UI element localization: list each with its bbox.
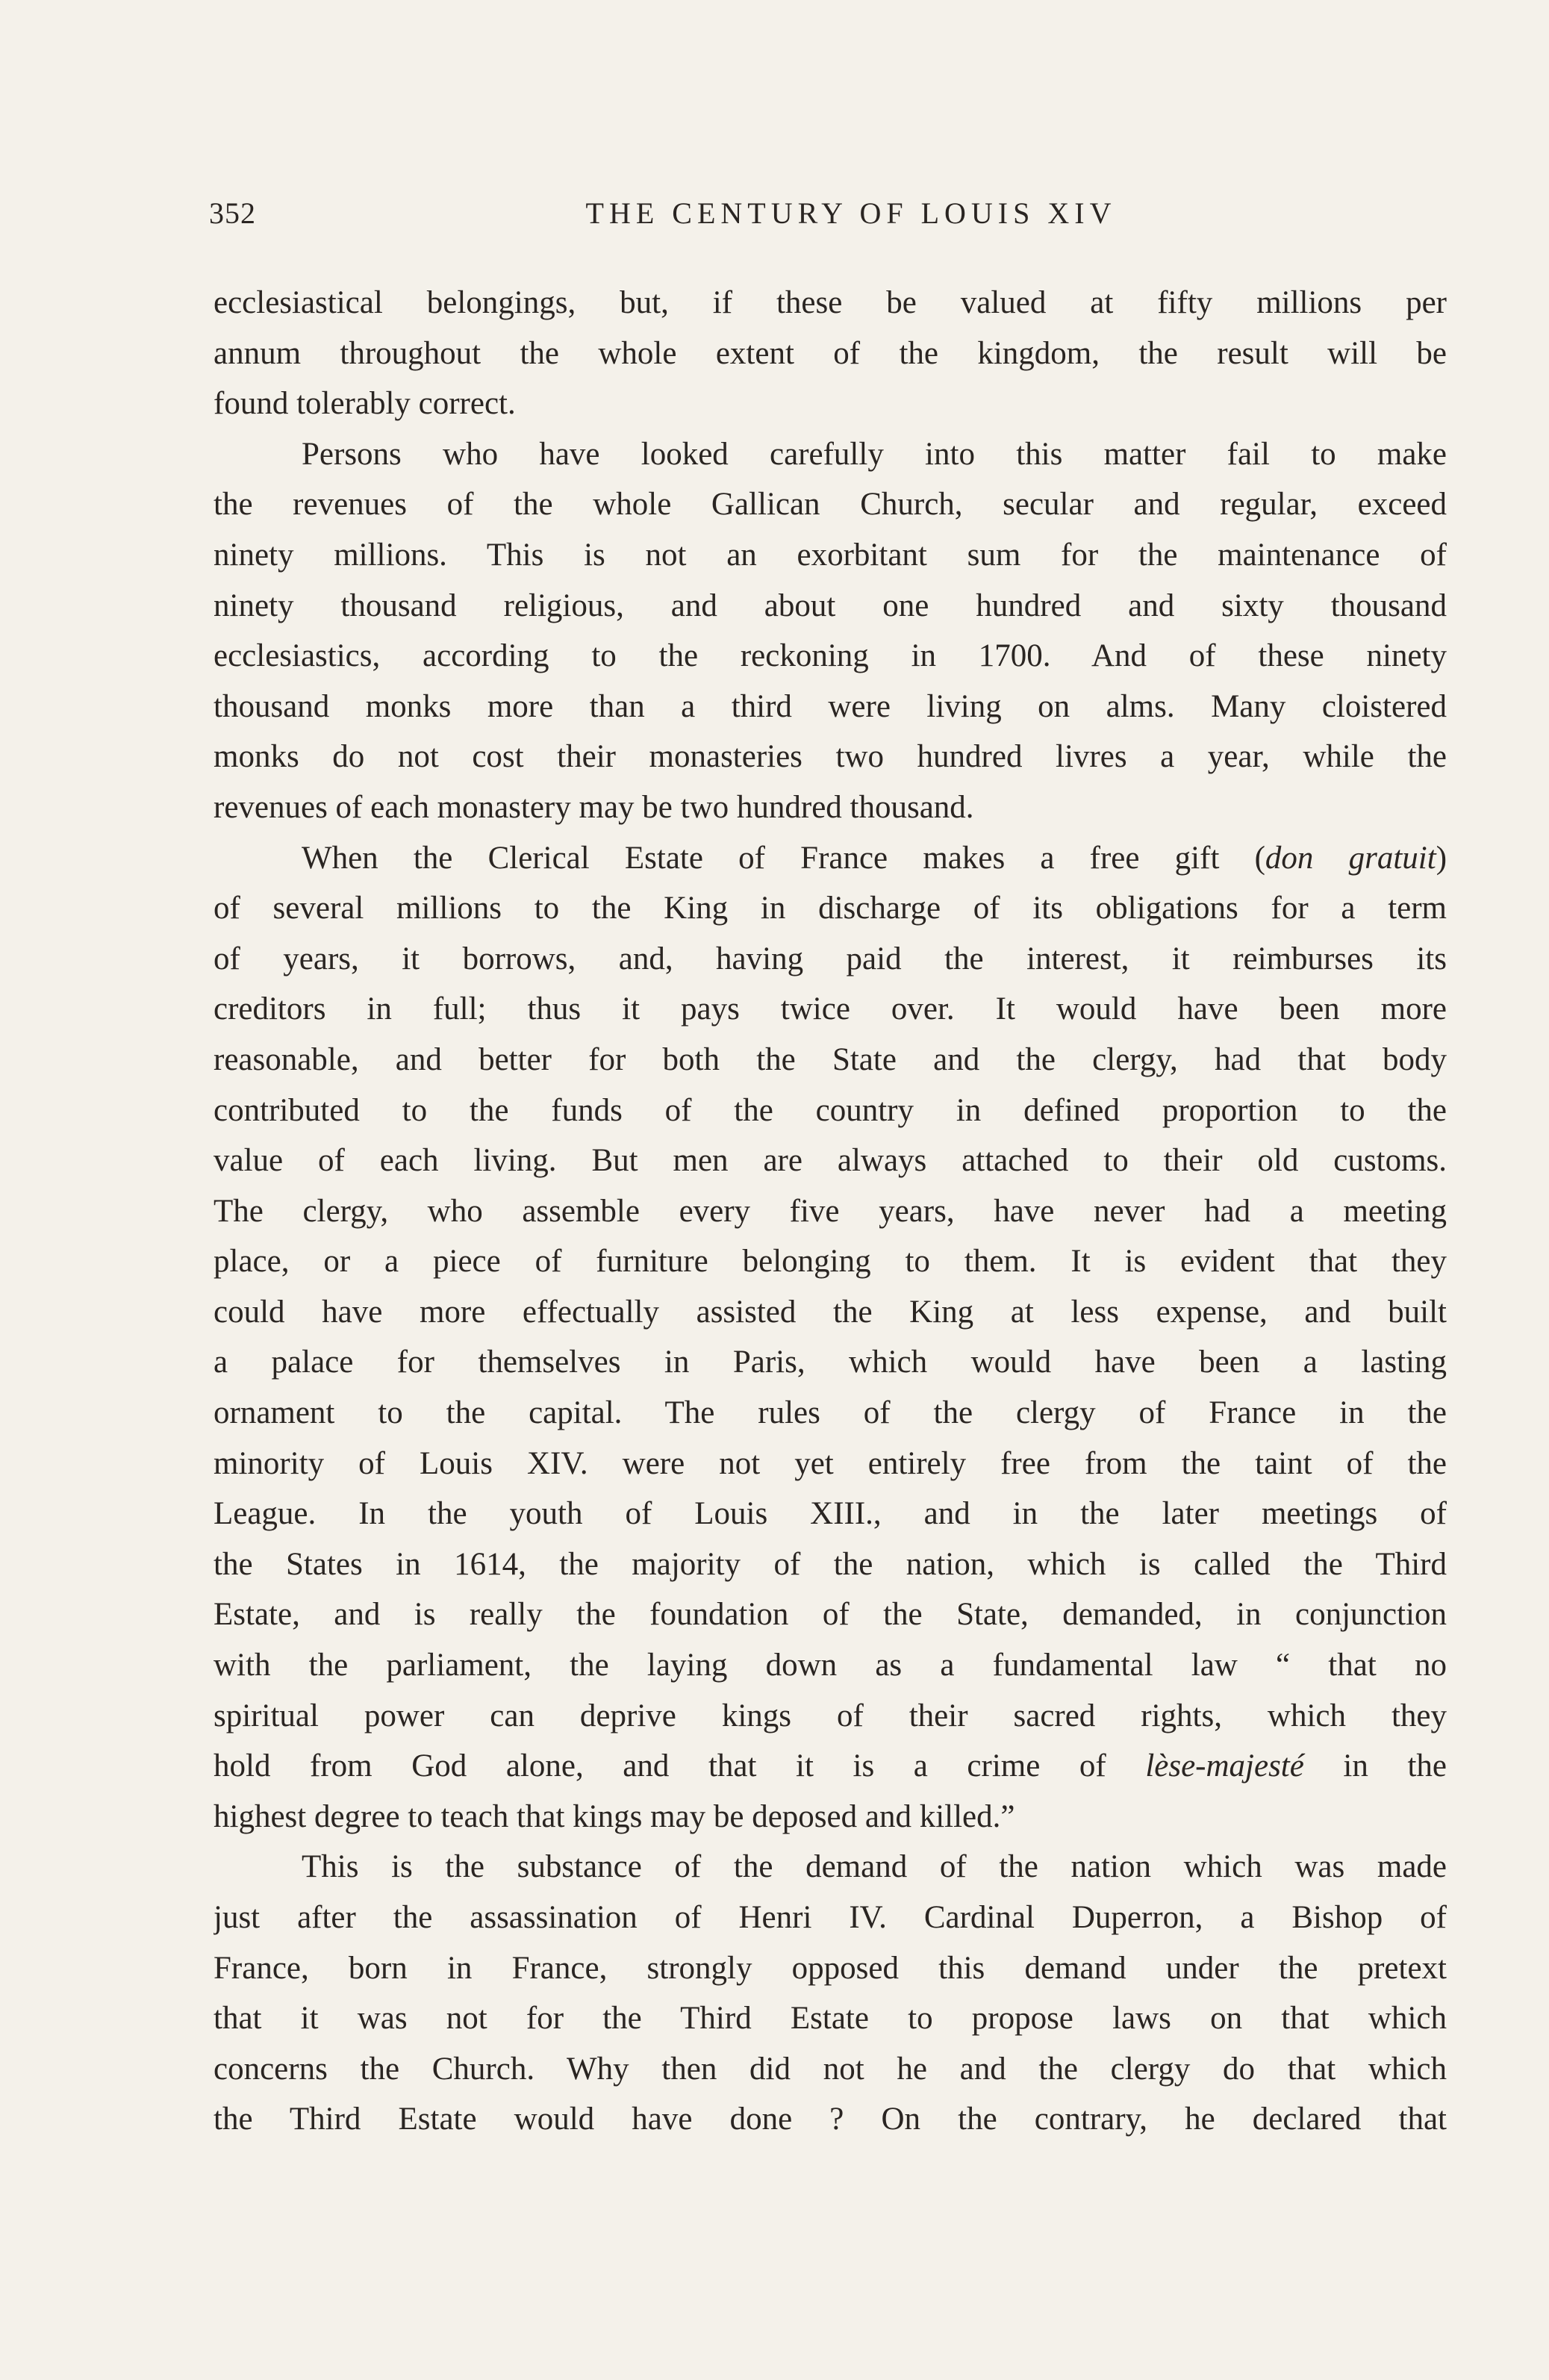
text-line: highest degree to teach that kings may be deposed and killed.” [214, 1798, 1015, 1834]
text-segment: hold from God alone, and that it is a crime of [214, 1748, 1146, 1784]
text-line: Estate, and is really the foundation of the State, demanded, in conjunction [214, 1597, 1447, 1633]
paragraph-first-line [214, 833, 1447, 884]
text-line: France, born in France, strongly opposed this demand under the pretext [214, 1950, 1447, 1986]
text-line: thousand monks more than a third were living on alms. Many cloistered [214, 688, 1447, 724]
text-line: contributed to the funds of the country in defined proportion to the [214, 1092, 1447, 1128]
text-line: value of each living. But men are always attached to their old customs. [214, 1143, 1447, 1179]
text-segment: in the [1303, 1748, 1447, 1784]
text-line: with the parliament, the laying down as a fundamental law “ that no [214, 1648, 1447, 1683]
text-line: ornament to the capital. The rules of the clergy of France in the [214, 1395, 1447, 1431]
text-line: reasonable, and better for both the State and the clergy, had that body [214, 1041, 1447, 1077]
text-line: the States in 1614, the majority of the nation, which is called the Third [214, 1546, 1447, 1582]
text-line: that it was not for the Third Estate to propose laws on that which [214, 2001, 1447, 2037]
text-segment: ) [1436, 840, 1447, 876]
text-line: a palace for themselves in Paris, which would have been a lasting [214, 1345, 1447, 1380]
text-line: The clergy, who assemble every five years, have never had a meeting [214, 1193, 1447, 1229]
text-line: ninety millions. This is not an exorbitant sum for the maintenance of [214, 537, 1447, 573]
text-line: League. In the youth of Louis XIII., and in the later meetings of [214, 1496, 1447, 1532]
text-line: could have more effectually assisted the King at less expense, and built [214, 1294, 1447, 1330]
page-number: 352 [209, 196, 256, 230]
text-line: monks do not cost their monasteries two hundred livres a year, while the [214, 739, 1447, 775]
running-title: THE CENTURY OF LOUIS XIV [585, 196, 1117, 230]
text-line: found tolerably correct. [214, 386, 516, 422]
text-line: the revenues of the whole Gallican Church, secular and regular, exceed [214, 487, 1447, 523]
text-line: revenues of each monastery may be two hundred thousand. [214, 789, 974, 825]
paragraph-first-line: Persons who have looked carefully into this matter fail to make [302, 436, 1447, 472]
text-line: minority of Louis XIV. were not yet entirely free from the taint of the [214, 1445, 1447, 1481]
page-header [209, 196, 1448, 240]
text-line: the Third Estate would have done ? On the contrary, he declared that [214, 2102, 1447, 2137]
text-line: ecclesiastical belongings, but, if these be valued at fifty millions per [214, 285, 1447, 320]
body-text [214, 278, 1447, 2145]
text-line: concerns the Church. Why then did not he and the clergy do that which [214, 2051, 1447, 2087]
text-segment: When the Clerical Estate of France makes a free gift ( [302, 840, 1265, 876]
text-line: of several millions to the King in discharge of its obligations for a term [214, 891, 1447, 926]
text-line: ecclesiastics, according to the reckoning in 1700. And of these ninety [214, 638, 1447, 674]
italic-term: lèse-majesté [1145, 1748, 1304, 1784]
text-line: of years, it borrows, and, having paid the interest, it reimburses its [214, 941, 1447, 976]
italic-term: don gratuit [1265, 840, 1436, 876]
text-line: place, or a piece of furniture belonging to them. It is evident that they [214, 1244, 1447, 1280]
text-line: just after the assassination of Henri IV. Cardinal Duperron, a Bishop of [214, 1900, 1447, 1935]
text-line: annum throughout the whole extent of the kingdom, the result will be [214, 335, 1447, 371]
text-line: creditors in full; thus it pays twice over. It would have been more [214, 991, 1447, 1027]
text-line [214, 1741, 1447, 1792]
paragraph-first-line: This is the substance of the demand of the nation which was made [302, 1849, 1447, 1885]
text-line: ninety thousand religious, and about one hundred and sixty thousand [214, 588, 1447, 623]
text-line: spiritual power can deprive kings of their sacred rights, which they [214, 1698, 1447, 1733]
